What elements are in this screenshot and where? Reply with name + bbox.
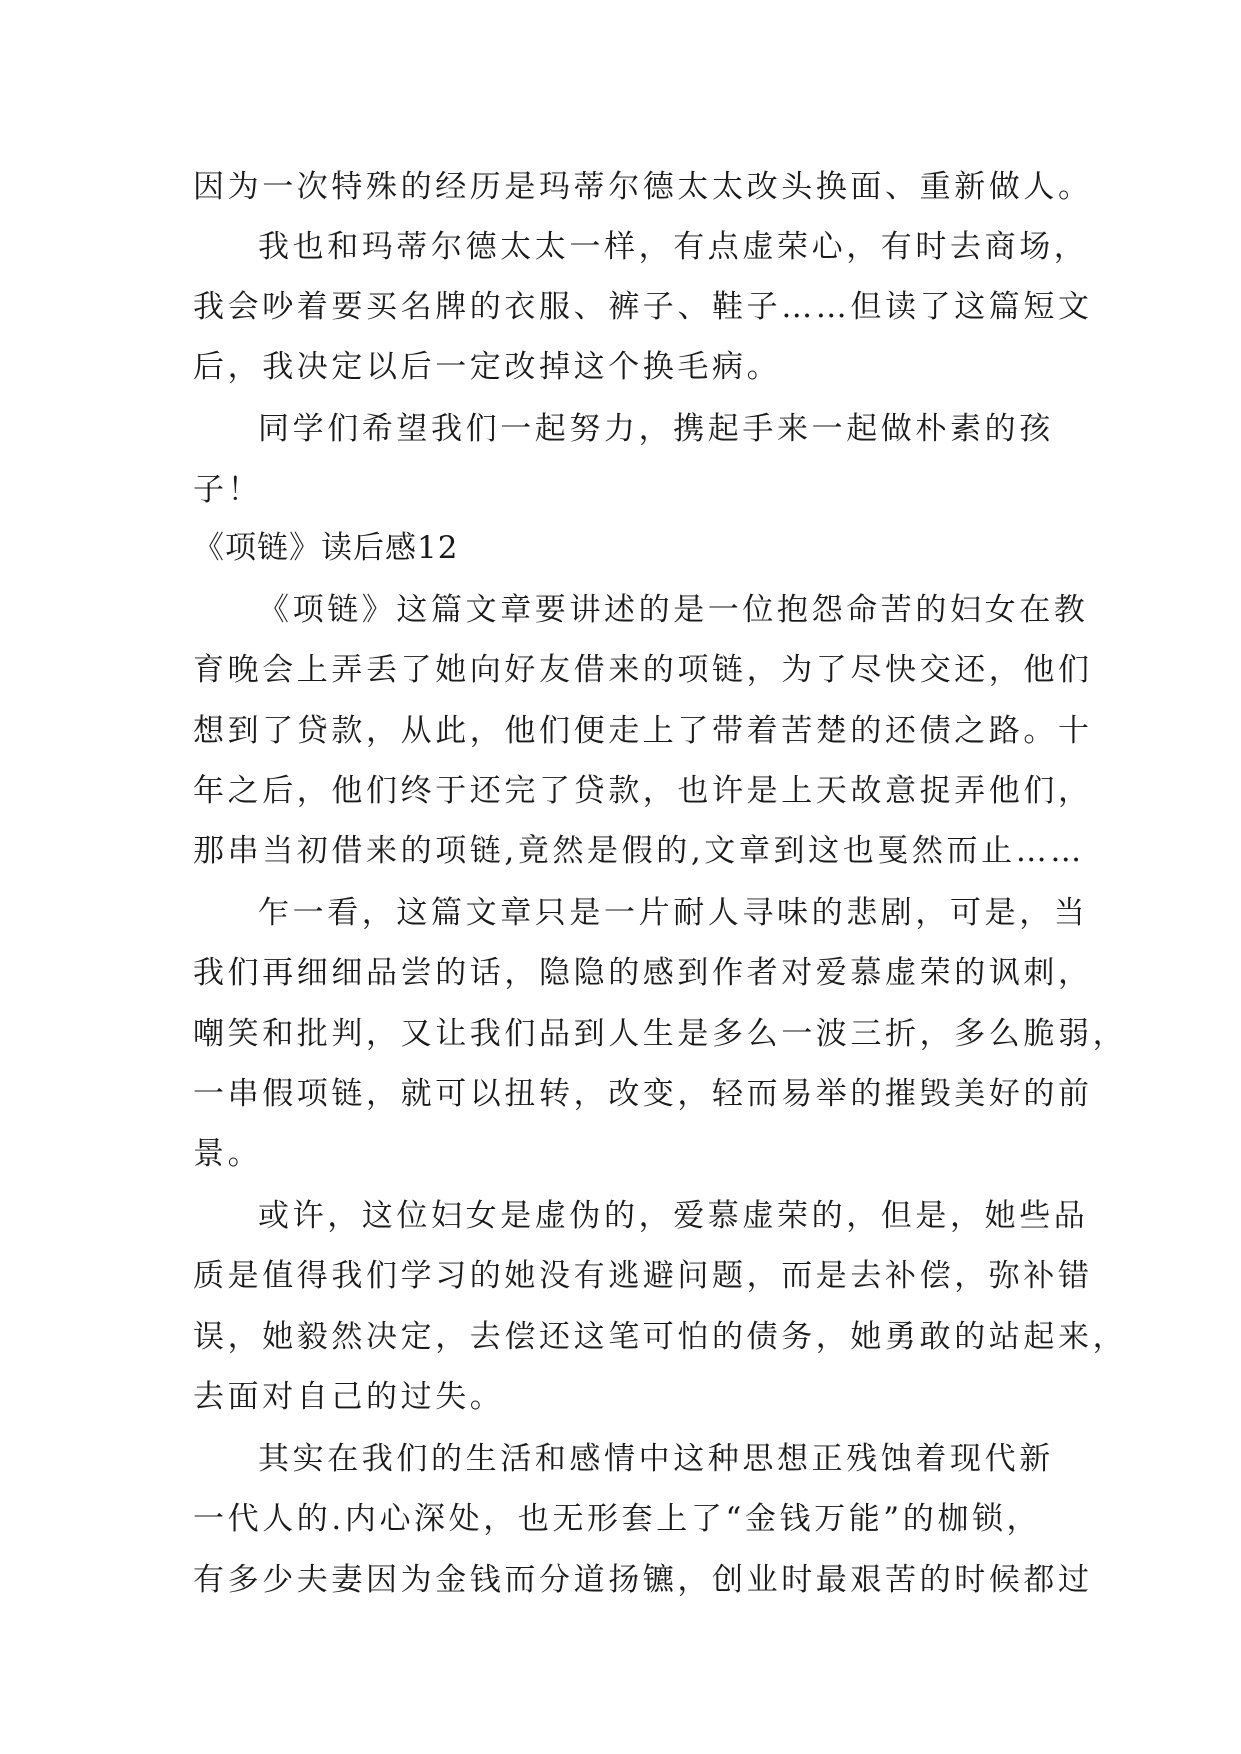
text-line: 年之后，他们终于还完了贷款，也许是上天故意捉弄他们，: [193, 773, 1093, 809]
paragraph-start-line: 《项链》这篇文章要讲述的是一位抱怨命苦的妇女在教: [258, 592, 1089, 628]
paragraph-start-line: 其实在我们的生活和感情中这种思想正残蚀着现代新: [258, 1441, 1054, 1477]
text-line: 嘲笑和批判，又让我们品到人生是多么一波三折，多么脆弱，: [193, 1016, 1128, 1052]
text-line: 育晚会上弄丢了她向好友借来的项链，为了尽快交还，他们: [193, 652, 1093, 688]
text-line: 后，我决定以后一定改掉这个换毛病。: [193, 349, 782, 385]
text-line: 一串假项链，就可以扭转，改变，轻而易举的摧毁美好的前: [193, 1076, 1093, 1112]
paragraph-start-line: 乍一看，这篇文章只是一片耐人寻味的悲剧，可是，当: [258, 895, 1089, 931]
section-heading: 《项链》读后感12: [193, 530, 459, 566]
text-line: 想到了贷款，从此，他们便走上了带着苦楚的还债之路。十: [193, 713, 1093, 749]
text-line: 子！: [193, 472, 263, 508]
paragraph-start-line: 我也和玛蒂尔德太太一样，有点虚荣心，有时去商场，: [258, 229, 1089, 265]
text-line: 我们再细细品尝的话，隐隐的感到作者对爱慕虚荣的讽刺，: [193, 955, 1093, 991]
text-line: 我会吵着要买名牌的衣服、裤子、鞋子……但读了这篇短文: [193, 289, 1093, 325]
text-line: 一代人的.内心深处，也无形套上了“金钱万能”的枷锁，: [193, 1501, 1042, 1537]
text-line: 因为一次特殊的经历是玛蒂尔德太太改头换面、重新做人。: [193, 169, 1093, 205]
text-line: 有多少夫妻因为金钱而分道扬镳，创业时最艰苦的时候都过: [193, 1562, 1093, 1598]
paragraph-start-line: 同学们希望我们一起努力，携起手来一起做朴素的孩: [258, 411, 1054, 447]
text-line: 质是值得我们学习的她没有逃避问题，而是去补偿，弥补错: [193, 1258, 1093, 1294]
text-line: 误，她毅然决定，去偿还这笔可怕的债务，她勇敢的站起来，: [193, 1319, 1128, 1355]
text-line: 那串当初借来的项链,竟然是假的,文章到这也戛然而止……: [193, 833, 1085, 869]
paragraph-start-line: 或许，这位妇女是虚伪的，爱慕虚荣的，但是，她些品: [258, 1198, 1089, 1234]
text-line: 景。: [193, 1136, 263, 1172]
text-line: 去面对自己的过失。: [193, 1379, 505, 1415]
